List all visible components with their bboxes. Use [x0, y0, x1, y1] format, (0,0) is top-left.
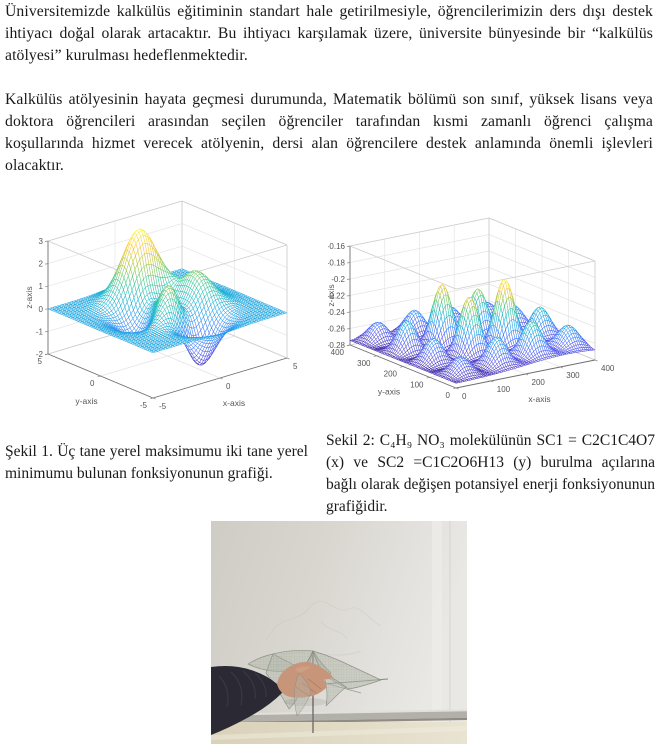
figure2-caption: Sekil 2: C₄H₉ NO₃ molekülünün SC1 = C2C1C4O7 (x) ve SC2 =C1C2O6H13 (y) burulma açılarına bağlı olarak değişen potansiyel enerji fonksiyonunun grafiğidir.	[326, 432, 655, 515]
figure2-surface-plot	[328, 200, 657, 423]
photo-wire-mesh-model	[211, 521, 467, 744]
whiteboard-reflection	[432, 521, 442, 722]
paragraph-1: Üniversitemizde kalkülüs eğitiminin standart hale getirilmesiyle, öğrencilerimizin ders dışı destek ihtiyacı doğal olarak artacaktır. Bu ihtiyacı karşılamak üzere, üniversite bünyesinde bir “kalkülüs atölyesi” kurulması hedeflenmektedir.	[5, 3, 653, 64]
figure1-surface-plot	[22, 200, 322, 423]
figure1-caption: Şekil 1. Üç tane yerel maksimumu iki tane yerel minimumu bulunan fonksiyonunun grafiği.	[5, 443, 308, 482]
paragraph-2: Kalkülüs atölyesinin hayata geçmesi durumunda, Matematik bölümü son sınıf, yüksek lisans veya doktora öğrencileri arasından seçilen öğrenciler tarafından kısmi zamanlı öğrenci çalışma koşullarında hizmet verecek atölyenin, dersi alan öğrencilere destek anlamında önemli işlevleri olacaktır.	[5, 91, 653, 174]
